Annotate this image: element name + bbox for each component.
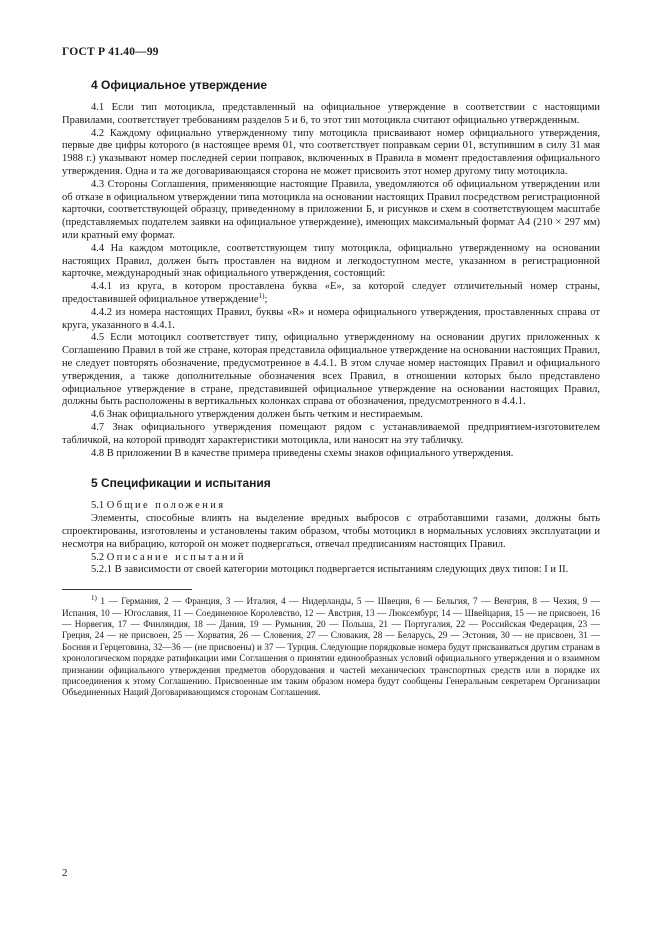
section-5-title: 5 Спецификации и испытания bbox=[91, 476, 271, 491]
paragraph-5-1-heading-text: Общие положения bbox=[106, 500, 226, 512]
paragraph-4-1: 4.1 Если тип мотоцикла, представленный на официальное утверждение в соответствии с настоящими Правилами, соответствует требованиям разделов 5 и 6, то этот тип мотоцикла считают официально утвержденным. bbox=[62, 102, 600, 126]
paragraph-4-2: 4.2 Каждому официально утвержденному типу мотоцикла присваивают номер официального утверждения, первые две цифры которого (в настоящее время 01, что соответствует поправкам серии 01, вступившим в силу 31 мая 1988 г.) указывают номер последней серии поправок, включенных в Правила в момент предоставления официального утверждения. Одна и та же договаривающаяся сторона не может присвоить этот номер другому типу мотоцикла. bbox=[62, 127, 600, 177]
paragraph-5-1-number: 5.1 bbox=[91, 500, 105, 512]
paragraph-4-8: 4.8 В приложении В в качестве примера приведены схемы знаков официального утверждения. bbox=[91, 447, 514, 459]
paragraph-4-4-2: 4.4.2 из номера настоящих Правил, буквы «R» и номера официального утверждения, проставленных справа от круга, указанного в 4.4.1. bbox=[62, 306, 600, 331]
paragraph-4-6: 4.6 Знак официального утверждения должен быть четким и нестираемым. bbox=[91, 409, 423, 421]
paragraph-5-2-heading bbox=[62, 552, 600, 565]
paragraph-4-7: 4.7 Знак официального утверждения помещают рядом с устанавливаемой предприятием-изготовителем табличкой, на которой приводят характеристики мотоцикла, или наносят на эту табличку. bbox=[62, 421, 600, 446]
paragraph-4-4-1 bbox=[62, 281, 600, 307]
paragraph-4-3: 4.3 Стороны Соглашения, применяющие настоящие Правила, уведомляются об официальном утверждении или об отказе в официальном утверждении типа мотоцикла на основании настоящих Правил посредством регистрационной карточки, соответствующей образцу, приведенному в приложении Б, и рисунков и схем в соответствующем масштабе (представляемых подателем заявки на официальное утверждение), имеющих максимальный формат А4 (210 × 297 мм) или кратный ему формат. bbox=[62, 178, 600, 241]
standard-code-header: ГОСТ Р 41.40—99 bbox=[62, 46, 159, 58]
footnote-divider bbox=[62, 589, 192, 590]
paragraph-5-1-body: Элементы, способные влиять на выделение вредных выбросов с отработавшими газами, должны быть спроектированы, изготовлены и установлены таким образом, чтобы мотоцикл в нормальных условиях эксплуатации и несмотря на вибрацию, которой он может подвергаться, отвечал предписаниям настоящих Правил. bbox=[62, 513, 600, 550]
paragraph-5-1-heading bbox=[62, 500, 600, 513]
section-4-title: 4 Официальное утверждение bbox=[91, 78, 268, 92]
paragraph-4-4-1-text: 4.4.1 из круга, в котором проставлена буква «Е», за которой следует отличительный номер страны, предоставившей официальное утверждение bbox=[62, 281, 600, 305]
footnote-marker: 1) bbox=[91, 594, 97, 603]
paragraph-4-5: 4.5 Если мотоцикл соответствует типу, официально утвержденному на основании других приложенных к Соглашению Правил в той же стране, которая представила официальное утверждение на основании настоящих Правил, не следует повторять обозначение, предусмотренное в 4.4.1. В этом случае номер настоящих Правил и официального утверждения, а также дополнительные обозначения всех Правил, в отношении которых было представлено официальное утверждение в стране, представившей официальное утверждение на основании настоящих Правил, должны быть расположены в вертикальных колонках справа от обозначения, предусмотренного в 4.4.1. bbox=[62, 332, 600, 408]
paragraph-5-2-1: 5.2.1 В зависимости от своей категории мотоцикл подвергается испытаниям следующих двух типов: I и II. bbox=[91, 564, 569, 576]
paragraph-5-2-heading-text: Описание испытаний bbox=[106, 551, 246, 563]
footnote-reference: 1) bbox=[258, 291, 265, 300]
page-number: 2 bbox=[62, 867, 68, 879]
footnote bbox=[62, 596, 600, 699]
paragraph-5-2-number: 5.2 bbox=[91, 551, 105, 563]
paragraph-4-4-1-end: ; bbox=[264, 293, 268, 305]
footnote-text: 1 — Германия, 2 — Франция, 3 — Италия, 4 — Нидерланды, 5 — Швеция, 6 — Бельгия, 7 — Венгрия, 8 — Чехия, 9 — Испания, 10 — Югославия, 11 — Соединенное Королевство, 12 — Австрия, 13 — Люксембург, 14 — Швейцария, 15 — не присвоен, 16 — Норвегия, 17 — Финляндия, 18 — Дания, 19 — Румыния, 20 — Польша, 21 — Португалия, 22 — Российская Федерация, 23 — Греция, 24 — не присвоен, 25 — Хорватия, 26 — Словения, 27 — Словакия, 28 — Беларусь, 29 — Эстония, 30 — не присвоен, 31 — Босния и Герцеговина, 32—36 — (не присвоены) и 37 — Турция. Следующие порядковые номера будут присваиваться другим странам в хронологическом порядке ратификации ими Соглашения о принятии единообразных условий официального утверждения и о взаимном признании официального утверждения предметов оборудования и частей механических транспортных средств или в порядке их присоединения к этому Соглашению. Присвоенные им таким образом номера будут сообщены Генеральным секретарем Организации Объединенных Наций Договаривающимся сторонам Соглашения. bbox=[62, 596, 600, 698]
page-content bbox=[62, 62, 600, 699]
paragraph-4-4: 4.4 На каждом мотоцикле, соответствующем типу мотоцикла, официально утвержденному на основании настоящих Правил, должен быть проставлен на видном и легкодоступном месте, указанном в регистрационной карточке, международный знак официального утверждения, состоящий: bbox=[62, 242, 600, 280]
